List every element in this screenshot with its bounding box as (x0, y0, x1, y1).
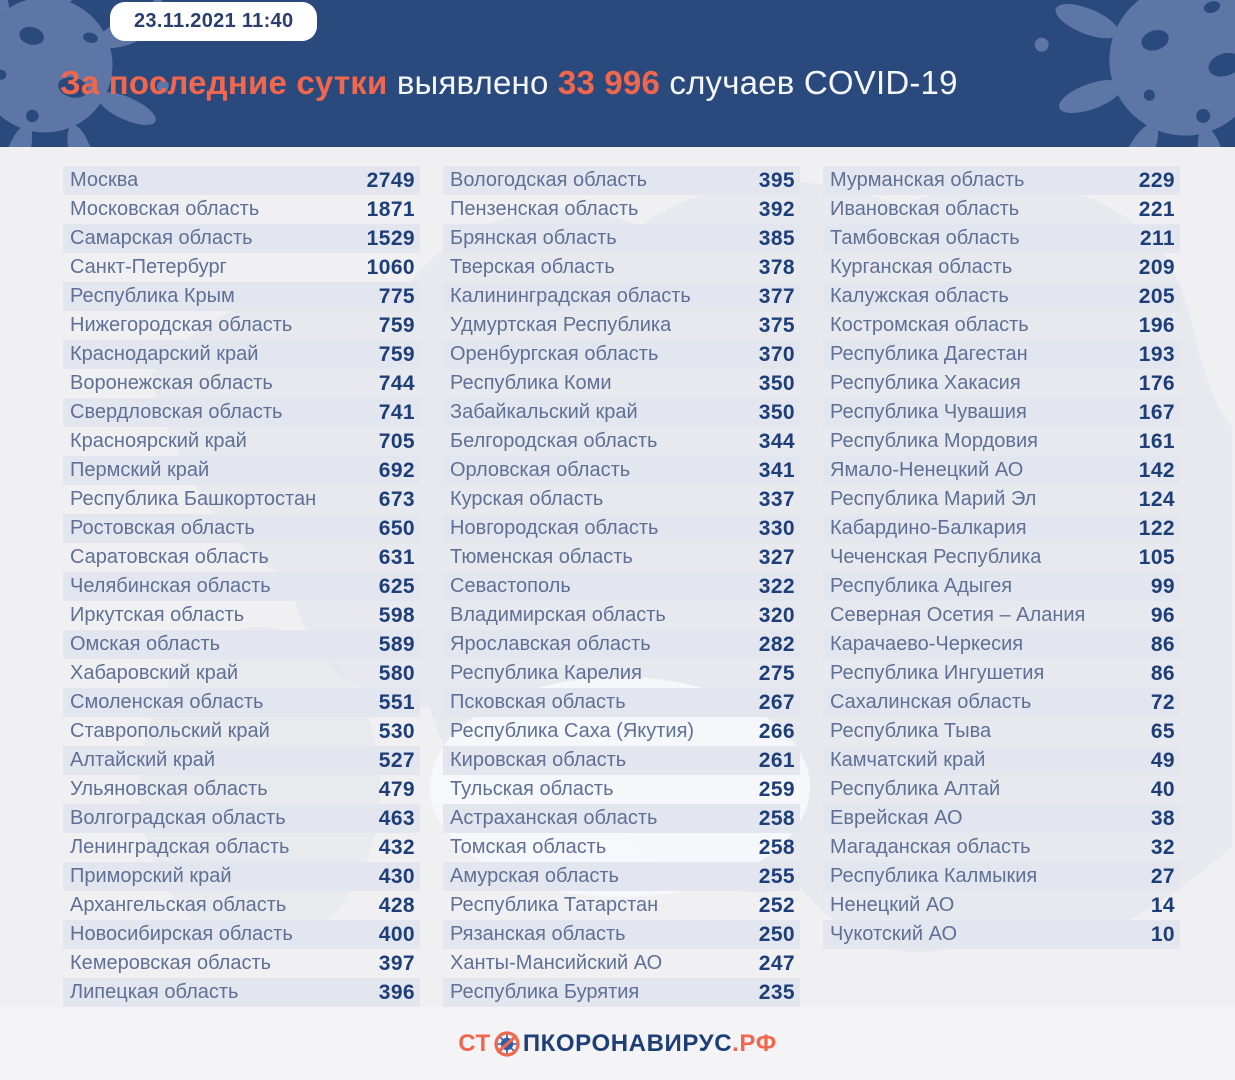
logo-text-st: СТ (458, 1029, 491, 1057)
table-row (63, 804, 420, 833)
region-cases-value: 99 (1150, 574, 1175, 598)
region-cases-value: 65 (1150, 719, 1175, 743)
region-cases-value: 124 (1138, 487, 1175, 511)
region-cases-value: 344 (758, 429, 795, 453)
region-name: Костромская область (830, 314, 1029, 336)
region-name: Забайкальский край (450, 401, 638, 423)
table-row (443, 833, 800, 862)
table-row (823, 224, 1180, 253)
region-name: Алтайский край (70, 749, 216, 771)
table-row (443, 920, 800, 949)
table-row (63, 427, 420, 456)
region-name: Тверская область (450, 256, 615, 278)
region-name: Челябинская область (70, 575, 271, 597)
table-row (443, 659, 800, 688)
table-row (443, 514, 800, 543)
region-name: Ненецкий АО (830, 894, 955, 916)
table-row (63, 543, 420, 572)
region-cases-value: 72 (1150, 690, 1175, 714)
table-row (823, 630, 1180, 659)
table-row (443, 427, 800, 456)
region-name: Республика Башкортостан (70, 488, 317, 510)
logo-text-koronavirus: ПКОРОНАВИРУС (522, 1029, 733, 1057)
region-cases-value: 337 (758, 487, 795, 511)
region-name: Республика Татарстан (450, 894, 659, 916)
region-name: Московская область (70, 198, 260, 220)
region-cases-value: 2749 (366, 168, 415, 192)
region-name: Саратовская область (70, 546, 269, 568)
region-cases-value: 167 (1138, 400, 1175, 424)
region-cases-value: 741 (378, 400, 415, 424)
region-cases-value: 397 (378, 951, 415, 975)
title-highlight-period: За последние сутки (60, 64, 388, 101)
region-name: Новгородская область (450, 517, 659, 539)
table-row (443, 572, 800, 601)
region-name: Краснодарский край (70, 343, 259, 365)
region-cases-value: 527 (378, 748, 415, 772)
virus-splat-icon (1009, 0, 1235, 147)
regions-columns (0, 147, 1235, 1007)
region-name: Брянская область (450, 227, 617, 249)
table-row (63, 311, 420, 340)
region-name: Ставропольский край (70, 720, 270, 742)
region-name: Вологодская область (450, 169, 648, 191)
table-row (443, 311, 800, 340)
region-name: Республика Дагестан (830, 343, 1028, 365)
region-cases-value: 759 (378, 313, 415, 337)
region-cases-value: 49 (1150, 748, 1175, 772)
region-name: Хабаровский край (70, 662, 239, 684)
table-row (63, 398, 420, 427)
region-cases-value: 193 (1138, 342, 1175, 366)
table-row (823, 804, 1180, 833)
table-row (63, 485, 420, 514)
region-name: Астраханская область (450, 807, 658, 829)
region-name: Тамбовская область (830, 227, 1020, 249)
region-name: Республика Мордовия (830, 430, 1038, 452)
region-name: Ханты-Мансийский АО (450, 952, 663, 974)
region-cases-value: 673 (378, 487, 415, 511)
region-name: Оренбургская область (450, 343, 659, 365)
region-name: Севастополь (450, 575, 571, 597)
region-name: Республика Ингушетия (830, 662, 1045, 684)
table-row (823, 717, 1180, 746)
region-cases-value: 247 (758, 951, 795, 975)
region-name: Республика Алтай (830, 778, 1001, 800)
region-cases-value: 598 (378, 603, 415, 627)
table-row (823, 601, 1180, 630)
table-row (63, 659, 420, 688)
region-name: Республика Карелия (450, 662, 642, 684)
region-name: Липецкая область (70, 981, 239, 1003)
table-row (443, 862, 800, 891)
region-cases-value: 32 (1150, 835, 1175, 859)
region-column-2 (443, 166, 800, 1007)
table-row (443, 601, 800, 630)
region-name: Республика Калмыкия (830, 865, 1038, 887)
region-name: Самарская область (70, 227, 253, 249)
region-cases-value: 759 (378, 342, 415, 366)
table-row (823, 427, 1180, 456)
region-cases-value: 252 (758, 893, 795, 917)
region-cases-value: 1871 (366, 197, 415, 221)
table-row (823, 166, 1180, 195)
region-name: Сахалинская область (830, 691, 1032, 713)
region-name: Орловская область (450, 459, 631, 481)
table-row (823, 195, 1180, 224)
table-row (823, 485, 1180, 514)
region-name: Республика Крым (70, 285, 235, 307)
table-row (443, 456, 800, 485)
table-row (443, 630, 800, 659)
region-cases-value: 235 (758, 980, 795, 1004)
region-name: Тюменская область (450, 546, 633, 568)
region-cases-value: 625 (378, 574, 415, 598)
table-row (63, 369, 420, 398)
title-text-cases: случаев COVID-19 (669, 64, 958, 101)
region-name: Ивановская область (830, 198, 1020, 220)
region-cases-value: 589 (378, 632, 415, 656)
region-name: Свердловская область (70, 401, 283, 423)
region-column-1 (63, 166, 420, 1007)
table-row (443, 398, 800, 427)
region-name: Омская область (70, 633, 221, 655)
table-row (443, 949, 800, 978)
table-row (443, 282, 800, 311)
region-cases-value: 105 (1138, 545, 1175, 569)
region-cases-value: 322 (758, 574, 795, 598)
region-name: Томская область (450, 836, 607, 858)
region-cases-value: 400 (378, 922, 415, 946)
region-name: Карачаево-Черкесия (830, 633, 1024, 655)
region-name: Нижегородская область (70, 314, 293, 336)
region-cases-value: 266 (758, 719, 795, 743)
region-cases-value: 258 (758, 806, 795, 830)
region-name: Псковская область (450, 691, 626, 713)
region-cases-value: 350 (758, 371, 795, 395)
region-name: Мурманская область (830, 169, 1025, 191)
region-name: Северная Осетия – Алания (830, 604, 1086, 626)
table-row (443, 717, 800, 746)
region-cases-value: 267 (758, 690, 795, 714)
region-cases-value: 432 (378, 835, 415, 859)
timestamp-badge: 23.11.2021 11:40 (110, 2, 317, 41)
table-row (443, 746, 800, 775)
region-column-3 (823, 166, 1180, 1007)
region-cases-value: 282 (758, 632, 795, 656)
table-row (63, 224, 420, 253)
region-name: Волгоградская область (70, 807, 286, 829)
table-row (443, 891, 800, 920)
table-row (823, 398, 1180, 427)
region-name: Курская область (450, 488, 604, 510)
region-name: Республика Марий Эл (830, 488, 1037, 510)
region-cases-value: 86 (1150, 632, 1175, 656)
region-name: Архангельская область (70, 894, 287, 916)
table-row (823, 282, 1180, 311)
region-name: Чукотский АО (830, 923, 958, 945)
table-row (823, 340, 1180, 369)
region-cases-value: 205 (1138, 284, 1175, 308)
region-cases-value: 161 (1138, 429, 1175, 453)
region-name: Кировская область (450, 749, 627, 771)
stopcoronavirus-logo (458, 1030, 777, 1058)
no-virus-icon (493, 1030, 521, 1058)
region-cases-value: 250 (758, 922, 795, 946)
table-row (443, 224, 800, 253)
table-row (63, 195, 420, 224)
table-row (823, 920, 1180, 949)
region-cases-value: 744 (378, 371, 415, 395)
logo-text-rf: .РФ (732, 1029, 777, 1057)
region-cases-value: 330 (758, 516, 795, 540)
region-cases-value: 209 (1138, 255, 1175, 279)
region-cases-value: 38 (1150, 806, 1175, 830)
table-row (823, 862, 1180, 891)
region-name: Республика Саха (Якутия) (450, 720, 695, 742)
region-cases-value: 631 (378, 545, 415, 569)
table-row (443, 688, 800, 717)
region-cases-value: 196 (1138, 313, 1175, 337)
region-name: Республика Хакасия (830, 372, 1021, 394)
region-name: Санкт-Петербург (70, 256, 227, 278)
region-cases-value: 377 (758, 284, 795, 308)
region-cases-value: 396 (378, 980, 415, 1004)
region-cases-value: 258 (758, 835, 795, 859)
table-row (823, 659, 1180, 688)
table-row (443, 775, 800, 804)
header-banner (0, 0, 1235, 147)
region-name: Ленинградская область (70, 836, 290, 858)
table-row (823, 572, 1180, 601)
region-cases-value: 176 (1138, 371, 1175, 395)
table-row (63, 746, 420, 775)
region-name: Новосибирская область (70, 923, 293, 945)
region-name: Чеченская Республика (830, 546, 1042, 568)
region-cases-value: 10 (1150, 922, 1175, 946)
region-name: Тульская область (450, 778, 614, 800)
table-row (63, 166, 420, 195)
title-total-cases: 33 996 (557, 64, 661, 101)
table-row (63, 920, 420, 949)
table-row (823, 456, 1180, 485)
region-name: Ярославская область (450, 633, 651, 655)
table-row (823, 775, 1180, 804)
region-name: Еврейская АО (830, 807, 963, 829)
region-name: Магаданская область (830, 836, 1031, 858)
region-name: Рязанская область (450, 923, 626, 945)
table-row (63, 775, 420, 804)
region-cases-value: 261 (758, 748, 795, 772)
region-cases-value: 229 (1138, 168, 1175, 192)
table-row (63, 514, 420, 543)
region-cases-value: 275 (758, 661, 795, 685)
region-cases-value: 327 (758, 545, 795, 569)
region-name: Белгородская область (450, 430, 658, 452)
region-cases-value: 650 (378, 516, 415, 540)
region-name: Амурская область (450, 865, 619, 887)
table-row (63, 601, 420, 630)
table-row (63, 282, 420, 311)
table-row (63, 340, 420, 369)
region-cases-value: 551 (378, 690, 415, 714)
region-cases-value: 122 (1138, 516, 1175, 540)
region-cases-value: 86 (1150, 661, 1175, 685)
table-row (63, 456, 420, 485)
region-cases-value: 341 (758, 458, 795, 482)
table-row (63, 688, 420, 717)
region-cases-value: 375 (758, 313, 795, 337)
table-row (63, 978, 420, 1007)
region-name: Удмуртская Республика (450, 314, 672, 336)
region-cases-value: 211 (1139, 226, 1175, 250)
region-cases-value: 1060 (366, 255, 415, 279)
title-text-detected: выявлено (396, 64, 549, 101)
table-row (443, 369, 800, 398)
region-cases-value: 378 (758, 255, 795, 279)
region-name: Иркутская область (70, 604, 245, 626)
table-row (443, 804, 800, 833)
footer (0, 1007, 1235, 1080)
table-row (63, 572, 420, 601)
region-name: Калининградская область (450, 285, 691, 307)
region-name: Камчатский край (830, 749, 986, 771)
region-cases-value: 530 (378, 719, 415, 743)
region-cases-value: 580 (378, 661, 415, 685)
region-cases-value: 14 (1150, 893, 1175, 917)
region-name: Ростовская область (70, 517, 255, 539)
region-name: Кабардино-Балкария (830, 517, 1027, 539)
region-cases-value: 430 (378, 864, 415, 888)
table-row (823, 514, 1180, 543)
region-name: Приморский край (70, 865, 232, 887)
table-row (823, 746, 1180, 775)
region-cases-value: 370 (758, 342, 795, 366)
region-name: Калужская область (830, 285, 1009, 307)
region-name: Пермский край (70, 459, 210, 481)
region-cases-value: 259 (758, 777, 795, 801)
region-cases-value: 221 (1138, 197, 1175, 221)
region-cases-value: 428 (378, 893, 415, 917)
table-row (443, 340, 800, 369)
table-row (823, 253, 1180, 282)
region-cases-value: 40 (1150, 777, 1175, 801)
region-name: Республика Адыгея (830, 575, 1013, 597)
table-row (443, 543, 800, 572)
region-cases-value: 350 (758, 400, 795, 424)
region-name: Республика Бурятия (450, 981, 640, 1003)
table-row (443, 485, 800, 514)
regions-table (0, 147, 1235, 1007)
region-name: Красноярский край (70, 430, 247, 452)
region-name: Республика Чувашия (830, 401, 1027, 423)
region-cases-value: 96 (1150, 603, 1175, 627)
region-name: Курганская область (830, 256, 1013, 278)
region-name: Ямало-Ненецкий АО (830, 459, 1024, 481)
region-cases-value: 692 (378, 458, 415, 482)
region-cases-value: 395 (758, 168, 795, 192)
table-row (823, 688, 1180, 717)
table-row (63, 833, 420, 862)
region-name: Республика Тыва (830, 720, 992, 742)
table-row (823, 543, 1180, 572)
table-row (63, 949, 420, 978)
table-row (823, 891, 1180, 920)
region-cases-value: 320 (758, 603, 795, 627)
region-cases-value: 255 (758, 864, 795, 888)
table-row (443, 195, 800, 224)
table-row (443, 978, 800, 1007)
region-name: Воронежская область (70, 372, 273, 394)
table-row (443, 166, 800, 195)
region-name: Пензенская область (450, 198, 639, 220)
region-cases-value: 142 (1138, 458, 1175, 482)
table-row (63, 891, 420, 920)
region-name: Владимирская область (450, 604, 666, 626)
region-name: Москва (70, 169, 139, 191)
region-cases-value: 463 (378, 806, 415, 830)
table-row (823, 311, 1180, 340)
region-cases-value: 705 (378, 429, 415, 453)
region-name: Кемеровская область (70, 952, 272, 974)
region-cases-value: 385 (758, 226, 795, 250)
table-row (63, 717, 420, 746)
table-row (63, 630, 420, 659)
region-name: Республика Коми (450, 372, 612, 394)
region-cases-value: 392 (758, 197, 795, 221)
region-cases-value: 1529 (366, 226, 415, 250)
table-row (63, 253, 420, 282)
table-row (443, 253, 800, 282)
region-name: Смоленская область (70, 691, 264, 713)
region-cases-value: 479 (378, 777, 415, 801)
table-row (823, 833, 1180, 862)
region-cases-value: 27 (1150, 864, 1175, 888)
page-title (60, 64, 958, 102)
region-cases-value: 775 (378, 284, 415, 308)
table-row (63, 862, 420, 891)
region-name: Ульяновская область (70, 778, 268, 800)
table-row (823, 369, 1180, 398)
